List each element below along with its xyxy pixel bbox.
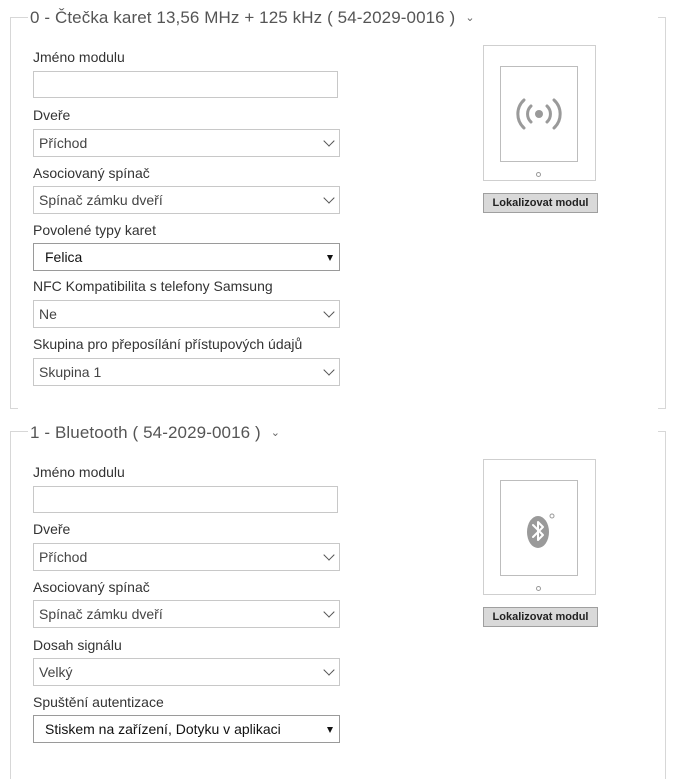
module-title[interactable] <box>30 8 475 28</box>
module-title[interactable] <box>30 423 280 443</box>
chevron-down-icon <box>323 549 334 560</box>
signal-range-select[interactable] <box>33 658 340 686</box>
door-select[interactable] <box>33 129 340 157</box>
module-name-input[interactable] <box>33 486 338 513</box>
chevron-down-icon <box>323 306 334 317</box>
door-select-value: Příchod <box>39 135 88 151</box>
panel-border <box>10 17 28 18</box>
locate-module-button[interactable]: Lokalizovat modul <box>483 193 598 213</box>
triangle-down-icon <box>327 727 333 733</box>
field-label-door: Dveře <box>33 521 71 537</box>
field-label-forward-group: Skupina pro přeposílání přístupových údajů <box>33 336 303 352</box>
switch-select-value: Spínač zámku dveří <box>39 606 163 622</box>
bluetooth-icon <box>520 510 560 550</box>
module-title-text: 1 - Bluetooth ( 54-2029-0016 ) <box>30 423 261 442</box>
panel-border <box>10 408 18 409</box>
field-label-card-types: Povolené typy karet <box>33 222 156 238</box>
triangle-down-icon <box>327 255 333 261</box>
door-select-value: Příchod <box>39 549 88 565</box>
locate-module-button[interactable]: Lokalizovat modul <box>483 607 598 627</box>
chevron-down-icon <box>323 606 334 617</box>
chevron-down-icon <box>323 664 334 675</box>
nfc-samsung-select-value: Ne <box>39 306 57 322</box>
panel-border <box>665 431 666 779</box>
door-select[interactable] <box>33 543 340 571</box>
panel-border <box>10 431 28 432</box>
nfc-wave-icon <box>509 94 569 134</box>
chevron-down-icon <box>323 192 334 203</box>
field-label-module-name: Jméno modulu <box>33 49 125 65</box>
switch-select[interactable] <box>33 600 340 628</box>
device-button-dot <box>536 172 541 177</box>
chevron-down-icon[interactable]: ⌄ <box>465 12 475 24</box>
device-illustration <box>483 45 596 181</box>
module-name-input[interactable] <box>33 71 338 98</box>
field-label-module-name: Jméno modulu <box>33 464 125 480</box>
panel-border <box>658 408 666 409</box>
field-label-nfc-samsung: NFC Kompatibilita s telefony Samsung <box>33 278 273 294</box>
field-label-signal-range: Dosah signálu <box>33 637 122 653</box>
chevron-down-icon[interactable]: ⌄ <box>270 427 281 439</box>
switch-select-value: Spínač zámku dveří <box>39 192 163 208</box>
forward-group-select-value: Skupina 1 <box>39 364 102 380</box>
chevron-down-icon <box>323 135 334 146</box>
module-title-text: 0 - Čtečka karet 13,56 MHz + 125 kHz ( 54-2029-0016 ) <box>30 8 456 27</box>
panel-border <box>10 17 11 409</box>
forward-group-select[interactable] <box>33 358 340 386</box>
panel-border <box>665 17 666 409</box>
signal-range-select-value: Velký <box>39 664 73 680</box>
switch-select[interactable] <box>33 186 340 214</box>
card-types-select-value: Felica <box>45 249 83 265</box>
chevron-down-icon <box>323 364 334 375</box>
device-illustration <box>483 459 596 595</box>
field-label-door: Dveře <box>33 107 71 123</box>
auth-trigger-select-value: Stiskem na zařízení, Dotyku v aplikaci <box>45 721 281 737</box>
auth-trigger-select[interactable] <box>33 715 340 743</box>
field-label-switch: Asociovaný spínač <box>33 579 150 595</box>
nfc-samsung-select[interactable] <box>33 300 340 328</box>
card-types-select[interactable] <box>33 243 340 271</box>
field-label-auth-trigger: Spuštění autentizace <box>33 694 164 710</box>
panel-border <box>10 431 11 779</box>
field-label-switch: Asociovaný spínač <box>33 165 150 181</box>
device-button-dot <box>536 586 541 591</box>
